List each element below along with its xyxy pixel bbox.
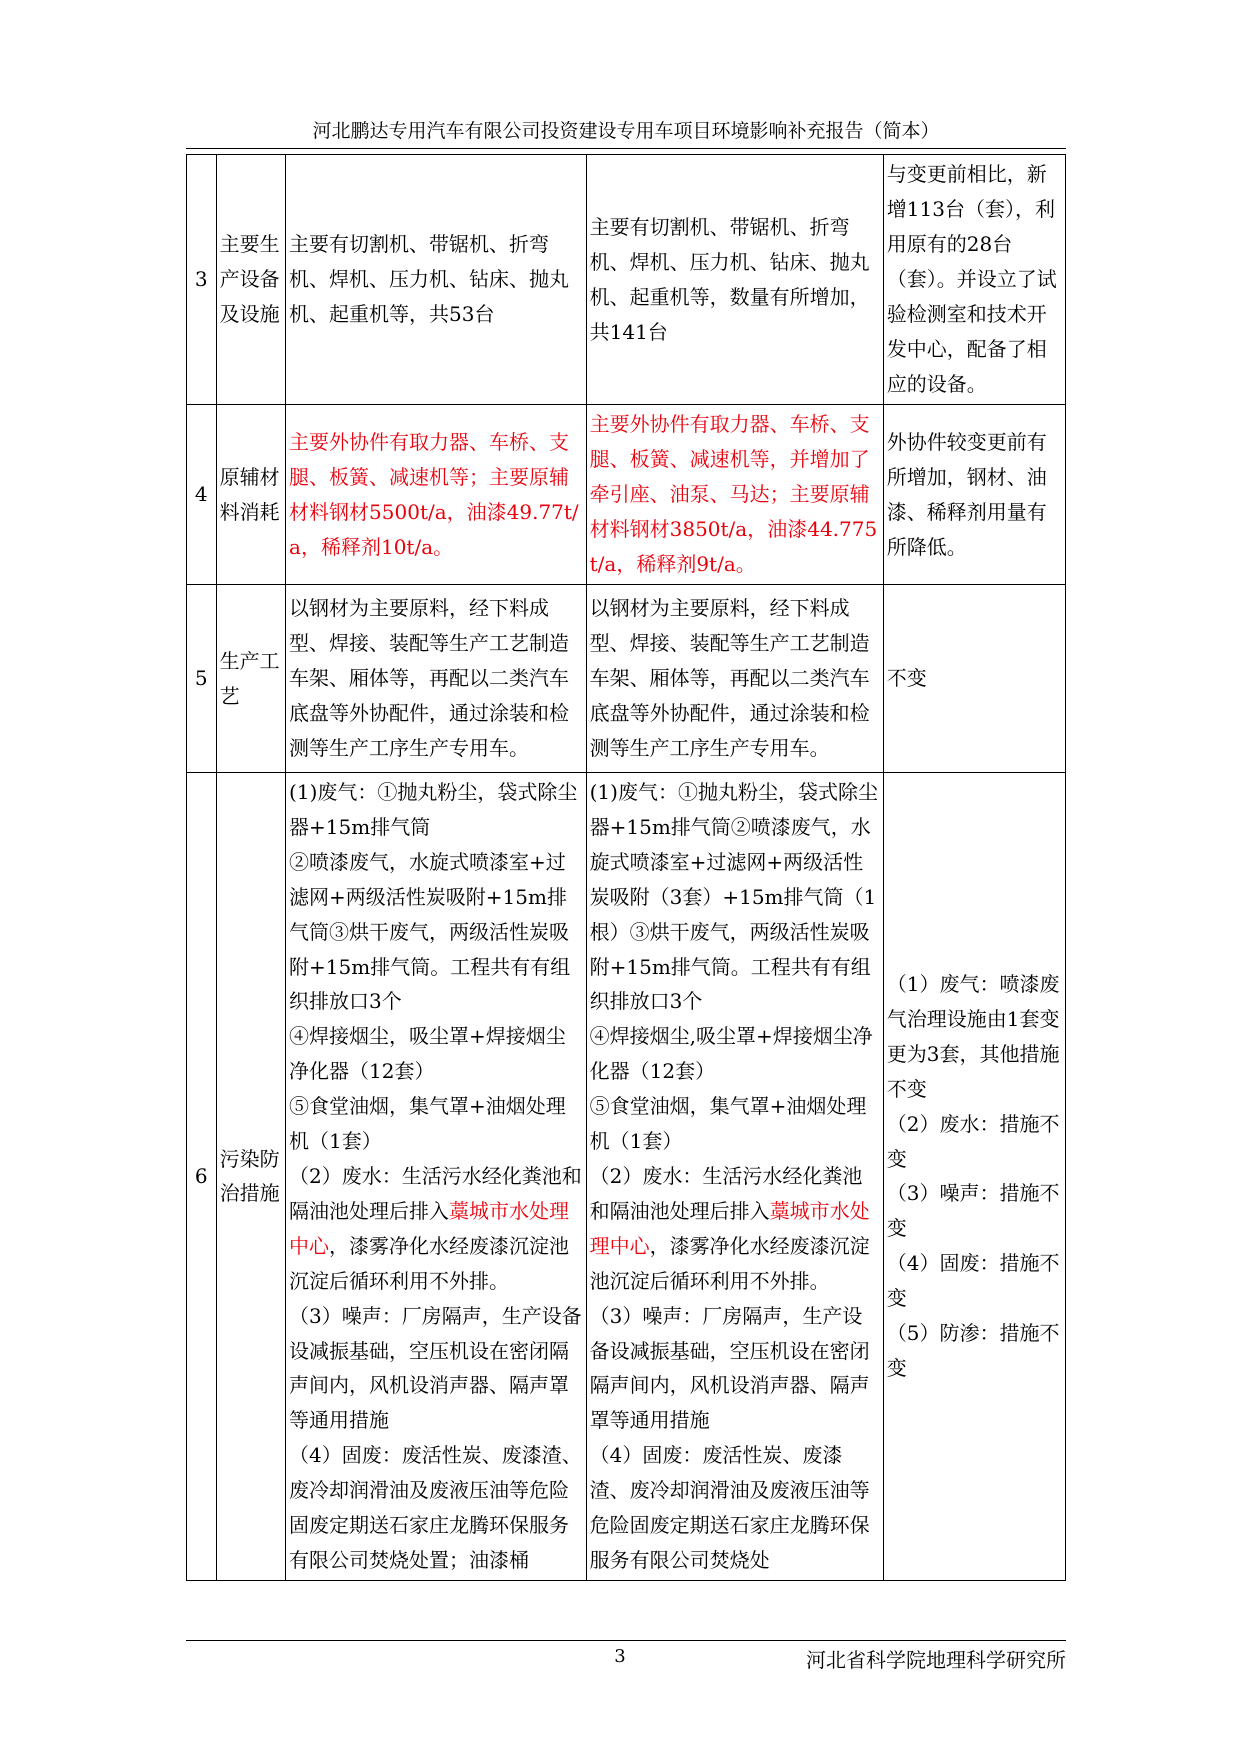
row-number: 3 — [187, 155, 217, 405]
highlighted-text: 主要外协件有取力器、车桥、支腿、板簧、减速机等，并增加了牵引座、油泵、马达；主要原辅材料钢材3850t/a，油漆44.775t/a，稀释剂9t/a。 — [589, 412, 878, 576]
after-change-cell — [586, 405, 883, 585]
cell-text-segment: 以钢材为主要原料，经下料成型、焊接、装配等生产工艺制造车架、厢体等，再配以二类汽车底盘等外协配件，通过涂装和检测等生产工序生产专用车。 — [589, 596, 870, 760]
row-item-name: 主要生产设备及设施 — [216, 155, 285, 405]
after-change-cell — [586, 773, 883, 1581]
change-note-cell: 与变更前相比，新增113台（套），利用原有的28台（套）。并设立了试验检测室和技术开发中心，配备了相应的设备。 — [883, 155, 1065, 405]
cell-text-segment: 主要有切割机、带锯机、折弯机、焊机、压力机、钻床、抛丸机、起重机等，数量有所增加，共141台 — [589, 214, 870, 344]
page-number: 3 — [614, 1646, 626, 1667]
before-change-cell — [286, 585, 587, 773]
after-change-cell — [586, 585, 883, 773]
cell-text-segment: 主要有切割机、带锯机、折弯机、焊机、压力机、钻床、抛丸机、起重机等，共53台 — [289, 232, 570, 326]
footer-divider — [186, 1640, 1066, 1641]
row-item-name: 生产工艺 — [216, 585, 285, 773]
cell-text-segment: (1)废气：①抛丸粉尘，袋式除尘器+15m排气筒 ②喷漆废气，水旋式喷漆室+过滤网+两级活性炭吸附+15m排气筒③烘干废气，两级活性炭吸附+15m排气筒。工程共有有组织排放口3个 ④焊接烟尘，吸尘罩+焊接烟尘净化器（12套） ⑤食堂油烟，集气罩+油烟处理机（1套） （2）废水：生活污水经化粪池和隔油池处理后排入 — [289, 780, 582, 1223]
row-item-name: 污染防治措施 — [216, 773, 285, 1581]
change-note-cell: （1）废气：喷漆废气治理设施由1套变更为3套，其他措施不变 （2）废水：措施不变 （3）噪声：措施不变 （4）固废：措施不变 （5）防渗：措施不变 — [883, 773, 1065, 1581]
highlighted-text: 藁城市水处理中心 — [289, 1198, 570, 1258]
table-row — [187, 773, 1066, 1581]
cell-text-segment: ，漆雾净化水经废漆沉淀池沉淀后循环利用不外排。 （3）噪声：厂房隔声，生产设备设减振基础，空压机设在密闭隔声间内，风机设消声器、隔声罩等通用措施 （4）固废：废活性炭、废漆渣、废冷却润滑油及废液压油等危险固废定期送石家庄龙腾环保服务有限公司焚烧处置；油漆桶 — [289, 1233, 582, 1572]
change-note-cell: 外协件较变更前有所增加，钢材、油漆、稀释剂用量有所降低。 — [883, 405, 1065, 585]
change-note-cell: 不变 — [883, 585, 1065, 773]
before-change-cell — [286, 773, 587, 1581]
page-header-title: 河北鹏达专用汽车有限公司投资建设专用车项目环境影响补充报告（简本） — [312, 120, 940, 142]
table-row — [187, 405, 1066, 585]
cell-text-segment: 以钢材为主要原料，经下料成型、焊接、装配等生产工艺制造车架、厢体等，再配以二类汽车底盘等外协配件，通过涂装和检测等生产工序生产专用车。 — [289, 596, 570, 760]
comparison-table — [186, 154, 1066, 1581]
highlighted-text: 藁城市水处理中心 — [589, 1198, 870, 1258]
after-change-cell — [586, 155, 883, 405]
cell-text-segment: ，漆雾净化水经废漆沉淀池沉淀后循环利用不外排。 （3）噪声：厂房隔声，生产设备设减振基础，空压机设在密闭隔声间内，风机设消声器、隔声罩等通用措施 （4）固废：废活性炭、废漆渣、废冷却润滑油及废液压油等危险固废定期送石家庄龙腾环保服务有限公司焚烧处 — [589, 1233, 870, 1572]
row-number: 5 — [187, 585, 217, 773]
highlighted-text: 主要外协件有取力器、车桥、支腿、板簧、减速机等；主要原辅材料钢材5500t/a，油漆49.77t/a，稀释剂10t/a。 — [289, 429, 579, 559]
header-divider — [186, 148, 1066, 149]
table-row — [187, 585, 1066, 773]
before-change-cell — [286, 405, 587, 585]
table-row — [187, 155, 1066, 405]
cell-text-segment: (1)废气：①抛丸粉尘，袋式除尘器+15m排气筒②喷漆废气，水旋式喷漆室+过滤网+两级活性炭吸附（3套）+15m排气筒（1根）③烘干废气，两级活性炭吸附+15m排气筒。工程共有有组织排放口3个 ④焊接烟尘,吸尘罩+焊接烟尘净化器（12套） ⑤食堂油烟，集气罩+油烟处理机（1套） （2）废水：生活污水经化粪池和隔油池处理后排入 — [589, 780, 878, 1223]
footer-organization: 河北省科学院地理科学研究所 — [806, 1648, 1066, 1672]
row-number: 4 — [187, 405, 217, 585]
before-change-cell — [286, 155, 587, 405]
row-item-name: 原辅材料消耗 — [216, 405, 285, 585]
row-number: 6 — [187, 773, 217, 1581]
